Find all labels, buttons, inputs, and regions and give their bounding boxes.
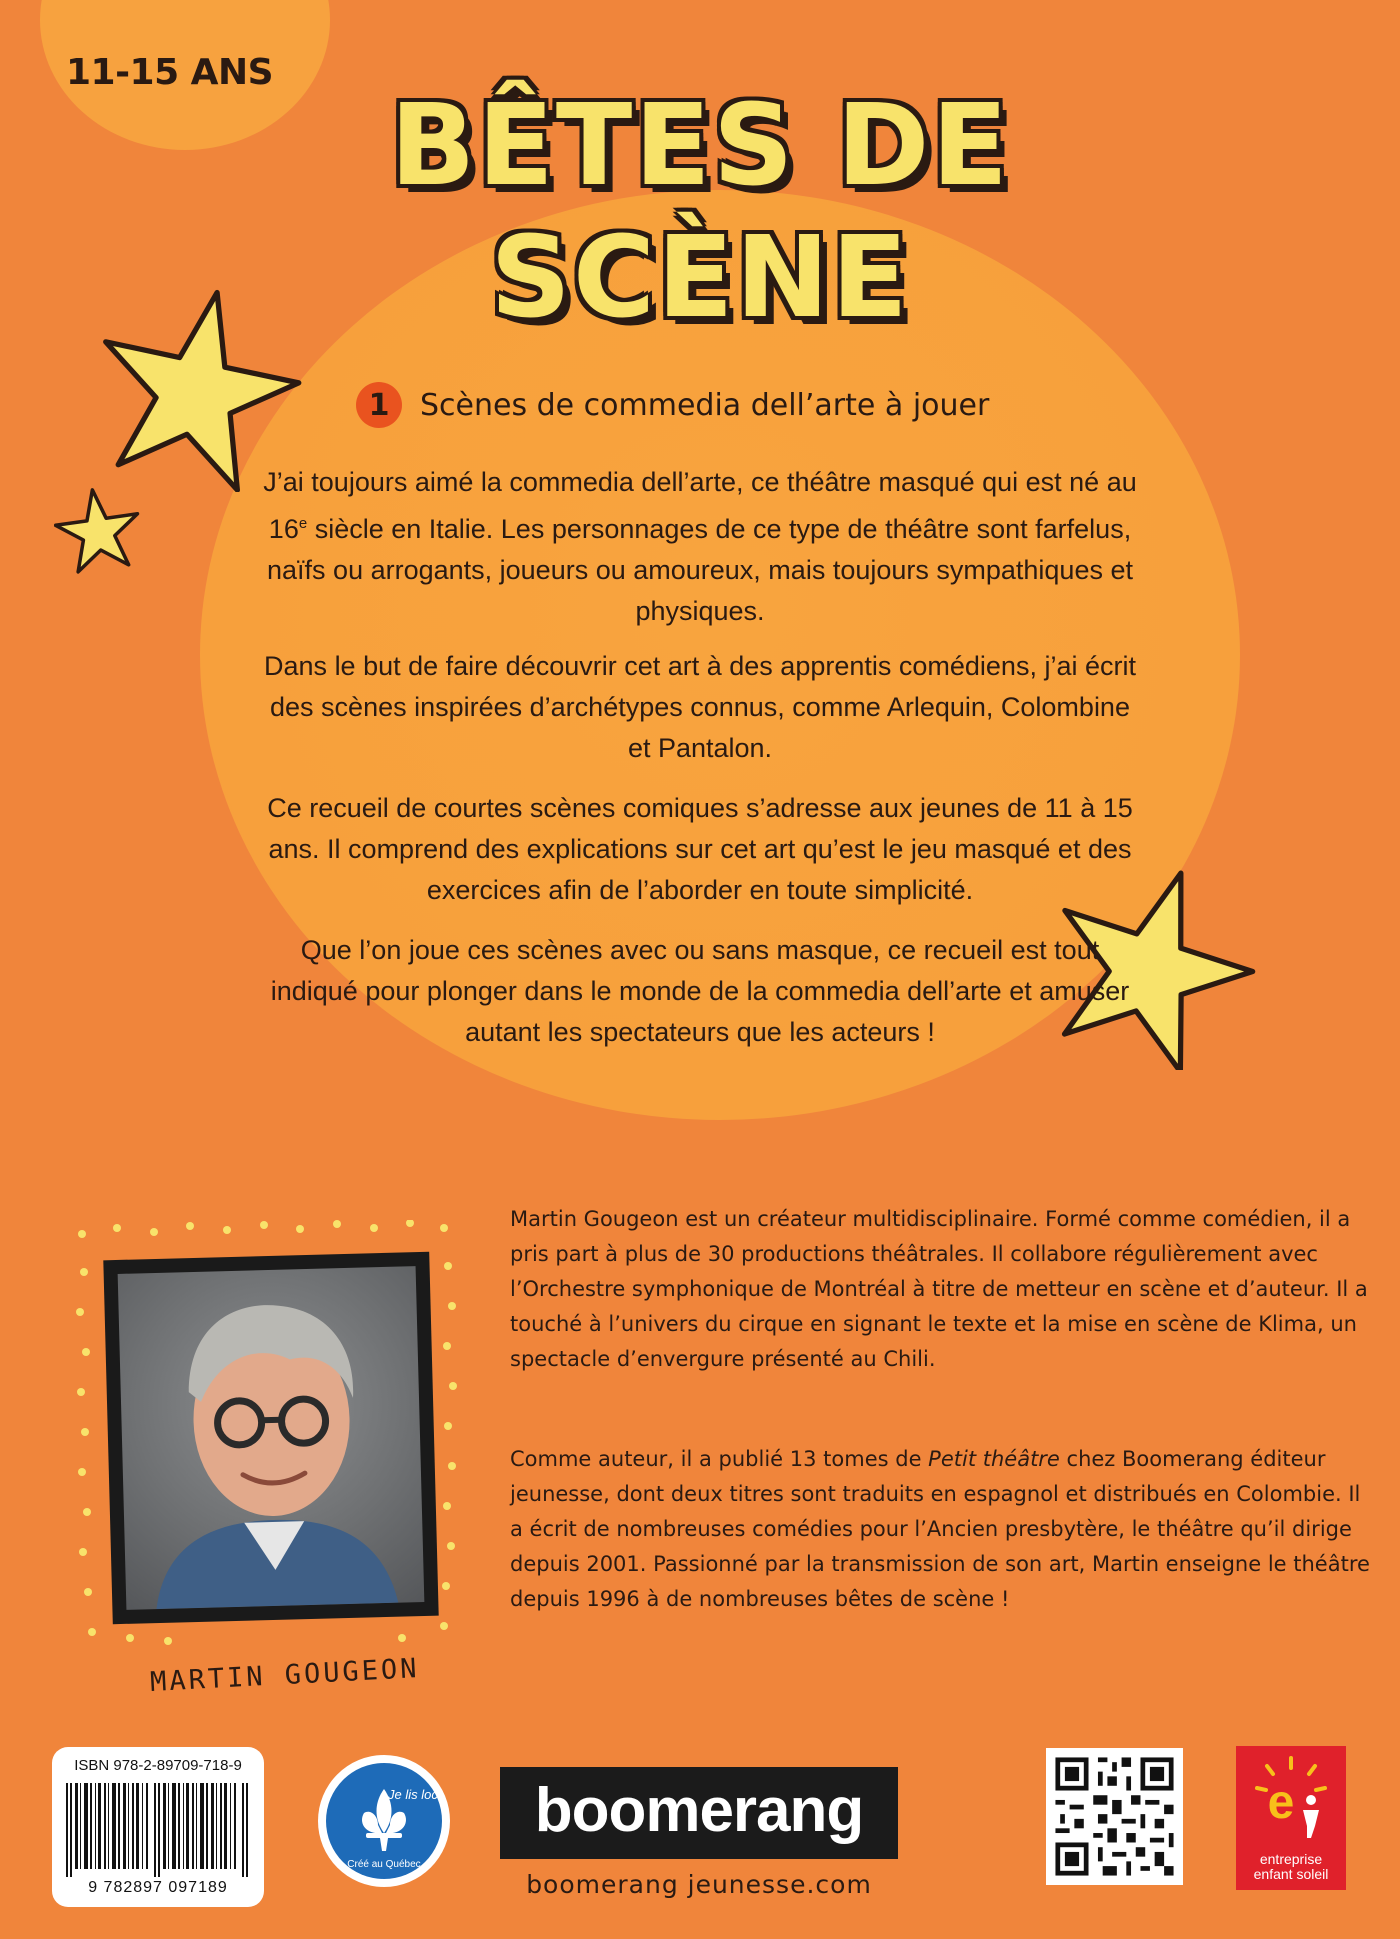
quebec-logo-bottom-text: Créé au Québec <box>347 1859 421 1870</box>
book-title-line-2: SCÈNE <box>490 213 910 343</box>
series-title-italic: Petit théâtre <box>928 1447 1060 1471</box>
author-bio-paragraph-2 <box>510 1442 1372 1617</box>
barcode-bars <box>66 1783 250 1877</box>
enfant-soleil-logo <box>1236 1746 1346 1890</box>
svg-text:e: e <box>1267 1776 1295 1829</box>
publisher-website[interactable]: boomerang jeunesse.com <box>526 1870 872 1899</box>
bio-p2-part2: chez Boomerang éditeur jeunesse, dont deux titres sont traduits en espagnol et distribués en Colombie. Il a écrit de nombreuses comédies pour l’Ancien presbytère, le théâtre qu’il dirige depuis 2001. Passionné par la transmission de son art, Martin enseigne le théâtre depuis 1996 à de nombreuses bêtes de scène ! <box>510 1447 1370 1611</box>
volume-badge: 1 <box>356 382 402 428</box>
quebec-logo-top-text: Je lis local <box>388 1787 442 1802</box>
blurb-paragraph-3 <box>260 788 1140 911</box>
age-range-label: 11-15 ANS <box>66 52 274 93</box>
je-lis-local-logo <box>318 1755 450 1887</box>
author-name-caption: MARTIN GOUGEON <box>149 1652 421 1699</box>
blurb-p2-text: Dans le but de faire découvrir cet art à des apprentis comédiens, j’ai écrit des scènes inspirées d’archétypes connus, comme Arlequin, Colombine et Pantalon. <box>264 651 1136 763</box>
enfant-soleil-label <box>1236 1852 1346 1882</box>
publisher-name: boomerang <box>534 1776 864 1845</box>
barcode-digits: 9 782897 097189 <box>88 1879 228 1896</box>
author-bio-paragraph-1 <box>510 1202 1372 1377</box>
series-subtitle <box>356 380 989 430</box>
small-star-icon <box>54 486 142 574</box>
bio-p1-text: Martin Gougeon est un créateur multidisciplinaire. Formé comme comédien, il a pris part à plus de 30 productions théâtrales. Il collabore régulièrement avec l’Orchestre symphonique de Montréal à titre de metteur en scène et d’auteur. Il a touché à l’univers du cirque en signant le texte et la mise en scène de Klima, un spectacle d’envergure présenté au Chili. <box>510 1207 1368 1371</box>
blurb-paragraph-2 <box>260 646 1140 769</box>
sun-child-icon <box>1251 1754 1331 1842</box>
blurb-p3-text: Ce recueil de courtes scènes comiques s’adresse aux jeunes de 11 à 15 ans. Il comprend des explications sur cet art qu’est le jeu masqué et des exercices afin de l’aborder en toute simplicité. <box>267 793 1133 905</box>
book-title-line-1: BÊTES DE <box>390 81 1010 211</box>
boomerang-logo <box>500 1767 898 1859</box>
bio-p2-part1: Comme auteur, il a publié 13 tomes de <box>510 1447 929 1471</box>
subtitle-text: Scènes de commedia dell’arte à jouer <box>420 387 990 423</box>
blurb-p1-part1: J’ai toujours aimé la commedia dell’arte, ce théâtre masqué qui est né au 16 <box>263 467 1137 544</box>
isbn-barcode <box>52 1747 264 1907</box>
blurb-p4-text: Que l’on joue ces scènes avec ou sans masque, ce recueil est tout indiqué pour plonger dans le monde de la commedia dell’arte et amuser autant les spectateurs que les acteurs ! <box>270 935 1130 1047</box>
eeo-line-1: entreprise <box>1259 1851 1323 1867</box>
large-star-icon <box>92 282 302 492</box>
isbn-number: ISBN 978-2-89709-718-9 <box>74 1757 242 1774</box>
author-photo <box>103 1252 438 1624</box>
qr-code[interactable] <box>1046 1748 1183 1885</box>
century-superscript: e <box>298 515 308 532</box>
blurb-p1-part2: siècle en Italie. Les personnages de ce type de théâtre sont farfelus, naïfs ou arrogants, joueurs ou amoureux, mais toujours sympathiques et physiques. <box>267 514 1133 626</box>
eeo-line-2: enfant soleil <box>1253 1866 1329 1882</box>
blurb-paragraph-4 <box>260 930 1140 1053</box>
blurb-paragraph-1 <box>260 462 1140 632</box>
